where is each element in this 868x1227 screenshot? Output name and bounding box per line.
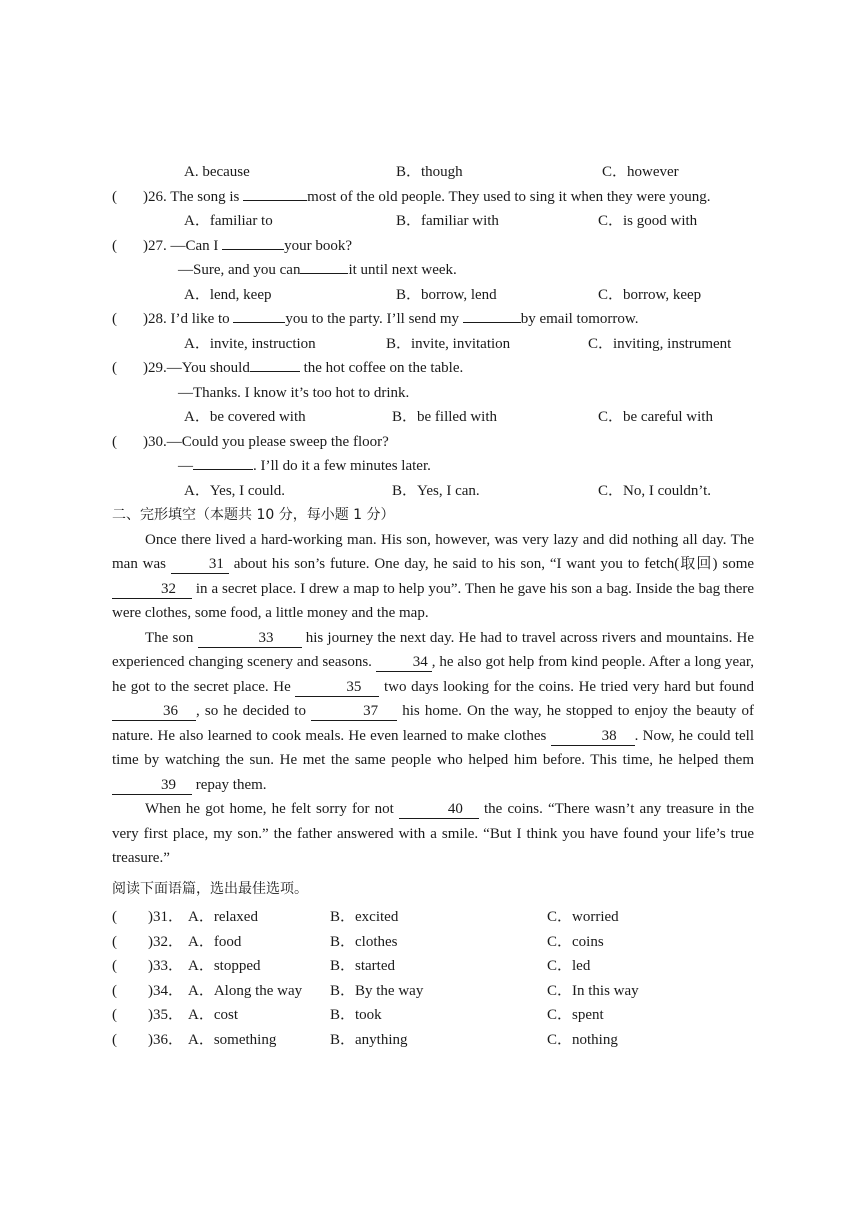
mcq-number: )32． bbox=[148, 933, 183, 950]
q28-pre: I’d like to bbox=[170, 311, 230, 327]
mcq-option-a[interactable]: A．relaxed bbox=[188, 909, 258, 925]
q27-paren: ( bbox=[112, 237, 117, 254]
p2-text-f: his home. On the way, he stopped to enjoy the beauty of nature. He also learned to cook meals. He even learned to make clothes bbox=[112, 703, 754, 744]
p3-text-b: the coins. “There wasn’t any treasure in the very first place, my son.” the father answered with a smile. “But I think you have found your life’s true treasure.” bbox=[112, 801, 755, 866]
mcq-number: )34． bbox=[148, 982, 183, 999]
q26-blank[interactable] bbox=[243, 200, 307, 201]
mcq-paren: ( bbox=[112, 933, 117, 950]
mcq-paren: ( bbox=[112, 1007, 117, 1023]
mcq-row bbox=[112, 954, 754, 979]
q27-line2 bbox=[112, 258, 754, 283]
p1-text-a: Once there lived a hard-working man. His son, however, was very lazy and did nothing all day. The man was bbox=[112, 531, 754, 572]
q28-mid: you to the party. I’ll send my bbox=[285, 311, 459, 327]
q30-blank[interactable] bbox=[193, 469, 253, 470]
q27-pre: —Can I bbox=[170, 237, 219, 254]
q30-number: )30. bbox=[143, 433, 167, 450]
mcq-row bbox=[112, 905, 754, 930]
p2-text-g: . Now, he could tell time by watching the sun. He met the same people who helped him before. This time, he helped them bbox=[112, 727, 754, 768]
mcq-row bbox=[112, 979, 754, 1004]
q26-number: )26. bbox=[143, 188, 167, 205]
p2-text-d: two days looking for the coins. He tried very hard but found bbox=[383, 678, 755, 695]
q27-line2-post: it until next week. bbox=[348, 262, 457, 278]
q30-stem bbox=[112, 430, 754, 455]
mcq-option-b[interactable]: B．anything bbox=[330, 1031, 408, 1048]
q28-blank-1[interactable] bbox=[233, 322, 285, 323]
q26-option-b: B．familiar with bbox=[396, 213, 499, 229]
passage-paragraph-2 bbox=[112, 626, 754, 798]
blank-34[interactable]: 34 bbox=[376, 653, 432, 672]
q29-blank[interactable] bbox=[250, 371, 300, 372]
mcq-option-c[interactable]: C．nothing bbox=[547, 1031, 618, 1048]
mcq-number: )33． bbox=[148, 958, 183, 974]
q29-paren: ( bbox=[112, 360, 117, 376]
mcq-option-c[interactable]: C．coins bbox=[547, 933, 604, 950]
blank-39[interactable]: 39 bbox=[112, 776, 192, 795]
q27-number: )27. bbox=[143, 237, 167, 254]
mcq-list bbox=[112, 905, 754, 1052]
q30-options bbox=[112, 479, 754, 504]
q27-post: your book? bbox=[284, 237, 353, 254]
blank-33[interactable]: 33 bbox=[198, 629, 302, 648]
mcq-option-b[interactable]: B．started bbox=[330, 958, 395, 974]
mcq-number: )31． bbox=[148, 909, 183, 925]
q28-blank-2[interactable] bbox=[463, 322, 521, 323]
mcq-paren: ( bbox=[112, 1031, 117, 1048]
q27-line2-pre: —Sure, and you can bbox=[178, 262, 301, 278]
q26-options bbox=[112, 209, 754, 234]
section-title: 二、完形填空（本题共 10 分，每小题 1 分） bbox=[112, 507, 395, 523]
q29-stem bbox=[112, 356, 754, 381]
q29-option-a: A．be covered with bbox=[184, 409, 306, 425]
mcq-option-c[interactable]: C．worried bbox=[547, 909, 619, 925]
q28-stem bbox=[112, 307, 754, 332]
passage-paragraph-3 bbox=[112, 797, 754, 871]
p1-text-b: about his son’s future. One day, he said to his son, “I want you to fetch(取回) some bbox=[233, 556, 755, 572]
q28-option-b: B．invite, invitation bbox=[386, 335, 511, 352]
mcq-number: )35． bbox=[148, 1007, 183, 1023]
q29-pre: —You should bbox=[166, 360, 250, 376]
p2-text-c: , he also got help from kind people. After a long year, he got to the secret place. He bbox=[112, 654, 754, 695]
exam-content bbox=[112, 160, 754, 1052]
mcq-option-a[interactable]: A．cost bbox=[188, 1007, 238, 1023]
q28-paren: ( bbox=[112, 311, 117, 327]
q26-option-a: A．familiar to bbox=[184, 213, 273, 229]
blank-32[interactable]: 32 bbox=[112, 580, 192, 599]
q29-options bbox=[112, 405, 754, 430]
reading-instruction: 阅读下面语篇，选出最佳选项。 bbox=[112, 880, 308, 897]
q25-option-c: C．however bbox=[602, 164, 679, 180]
blank-31[interactable]: 31 bbox=[171, 555, 229, 574]
mcq-number: )36． bbox=[148, 1031, 183, 1048]
mcq-option-a[interactable]: A．stopped bbox=[188, 958, 261, 974]
mcq-row bbox=[112, 1028, 754, 1053]
q25-options bbox=[112, 160, 754, 185]
q28-option-a: A．invite, instruction bbox=[184, 335, 316, 352]
q30-option-b: B．Yes, I can. bbox=[392, 482, 480, 499]
mcq-option-a[interactable]: A．Along the way bbox=[188, 982, 303, 999]
q26-paren: ( bbox=[112, 188, 117, 205]
q30-paren: ( bbox=[112, 433, 117, 450]
p2-text-h: repay them. bbox=[195, 776, 267, 793]
q26-option-c: C．is good with bbox=[598, 213, 698, 229]
q27-blank[interactable] bbox=[222, 249, 284, 250]
p3-text-a: When he got home, he felt sorry for not bbox=[145, 801, 394, 817]
mcq-row bbox=[112, 1003, 754, 1028]
q30-line2-post: . I’ll do it a few minutes later. bbox=[253, 458, 431, 474]
p2-text-b: his journey the next day. He had to travel across rivers and mountains. He experienced changing scenery and seasons. bbox=[112, 629, 754, 670]
q27-stem bbox=[112, 234, 754, 259]
q28-post: by email tomorrow. bbox=[520, 311, 639, 327]
q26-stem bbox=[112, 185, 754, 210]
q27-line2-blank[interactable] bbox=[300, 273, 348, 274]
p2-text-a: The son bbox=[145, 629, 194, 646]
q28-option-c: C．inviting, instrument bbox=[588, 335, 732, 352]
q27-option-a: A．lend, keep bbox=[184, 286, 272, 303]
passage-paragraph-1 bbox=[112, 528, 754, 626]
q28-number: )28. bbox=[143, 311, 167, 327]
q29-post: the hot coffee on the table. bbox=[303, 360, 464, 376]
p1-text-c: in a secret place. I drew a map to help you”. Then he gave his son a bag. Inside the bag there were clothes, some food, a little money and the map. bbox=[112, 580, 755, 621]
q26-post: most of the old people. They used to sing it when they were young. bbox=[307, 188, 711, 205]
blank-37[interactable]: 37 bbox=[311, 702, 397, 721]
q30-line2 bbox=[112, 454, 754, 479]
blank-40[interactable]: 40 bbox=[399, 800, 479, 819]
mcq-option-a[interactable]: A．food bbox=[188, 933, 242, 950]
mcq-option-a[interactable]: A．something bbox=[188, 1031, 277, 1048]
blank-35[interactable]: 35 bbox=[295, 678, 379, 697]
q29-option-c: C．be careful with bbox=[598, 409, 713, 425]
q29-line2-text: —Thanks. I know it’s too hot to drink. bbox=[178, 384, 410, 401]
q26-pre: The song is bbox=[170, 188, 240, 205]
mcq-paren: ( bbox=[112, 958, 117, 974]
mcq-paren: ( bbox=[112, 982, 117, 999]
blank-36[interactable]: 36 bbox=[112, 702, 196, 721]
mcq-option-b[interactable]: B．clothes bbox=[330, 933, 398, 950]
q28-options bbox=[112, 332, 754, 357]
mcq-option-b[interactable]: B．By the way bbox=[330, 982, 424, 999]
q25-option-a: A. because bbox=[184, 164, 250, 180]
mcq-row bbox=[112, 930, 754, 955]
q30-line1: —Could you please sweep the floor? bbox=[166, 433, 389, 450]
mcq-option-b[interactable]: B．took bbox=[330, 1007, 382, 1023]
q27-option-c: C．borrow, keep bbox=[598, 286, 702, 303]
q30-line2-pre: — bbox=[178, 458, 193, 474]
q29-line2 bbox=[112, 381, 754, 406]
q25-option-b: B．though bbox=[396, 164, 463, 180]
blank-38[interactable]: 38 bbox=[551, 727, 635, 746]
q27-options bbox=[112, 283, 754, 308]
mcq-option-c[interactable]: C．spent bbox=[547, 1007, 604, 1023]
q30-option-c: C．No, I couldn’t. bbox=[598, 482, 712, 499]
mcq-paren: ( bbox=[112, 909, 117, 925]
q27-option-b: B．borrow, lend bbox=[396, 286, 497, 303]
mcq-option-c[interactable]: C．In this way bbox=[547, 982, 639, 999]
mcq-option-c[interactable]: C．led bbox=[547, 958, 591, 974]
q30-option-a: A．Yes, I could. bbox=[184, 482, 285, 499]
q29-option-b: B．be filled with bbox=[392, 409, 497, 425]
mcq-option-b[interactable]: B．excited bbox=[330, 909, 399, 925]
p2-text-e: , so he decided to bbox=[196, 703, 306, 719]
q29-number: )29. bbox=[143, 360, 167, 376]
